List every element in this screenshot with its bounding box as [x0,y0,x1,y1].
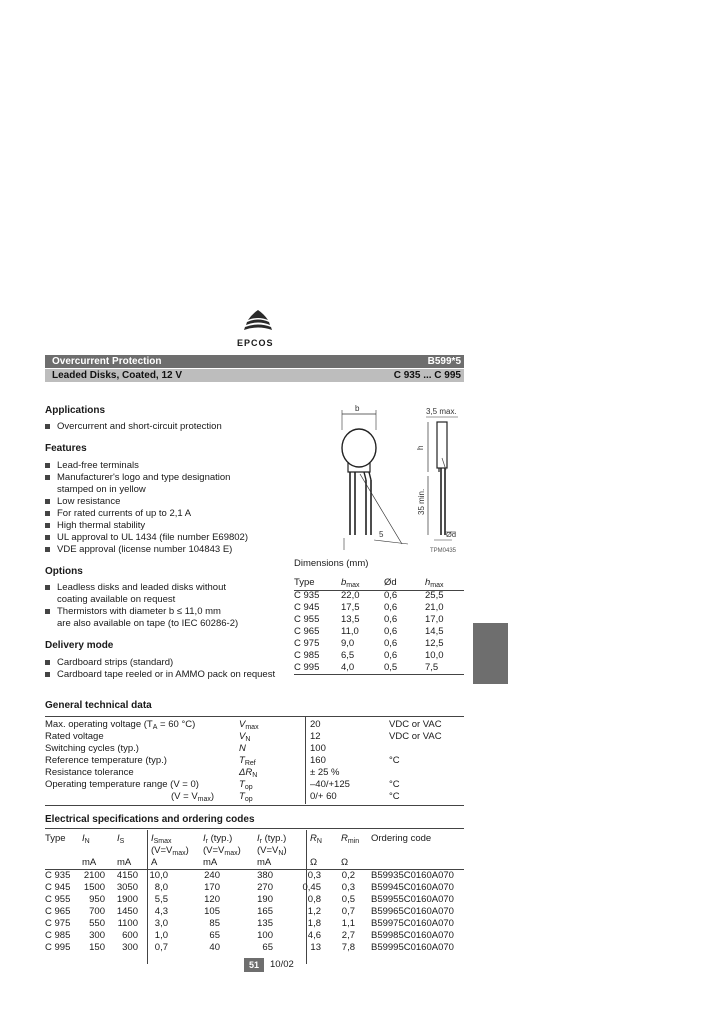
dim-cell: 6,5 [341,650,355,661]
header-range: C 935 ... C 995 [393,370,461,381]
elec-cell: 190 [257,894,273,905]
subheader-bar [45,369,464,382]
dim-cell: 0,6 [384,602,398,613]
footer-date: 10/02 [270,959,294,970]
features-item: For rated currents of up to 2,1 A [57,508,192,519]
brand-name: EPCOS [237,338,274,348]
dim-rule-bottom [294,674,464,675]
features-item: Manufacturer's logo and type designation [57,472,231,483]
general-unit: VDC or VAC [389,719,442,730]
bullet-icon [45,499,50,504]
header-bar [45,355,464,368]
elec-unit: mA [117,857,132,868]
delivery-item: Cardboard tape reeled or in AMMO pack on request [57,669,276,680]
elec-cell: C 945 [45,882,71,893]
elec-cell: 240 [204,870,220,881]
elec-cell: B59955C0160A070 [371,894,454,905]
elec-cell: 0,3 [307,870,321,881]
general-rule-bottom [45,805,464,806]
elec-cell: 3,0 [154,918,168,929]
features-item: UL approval to UL 1434 (file number E69802) [57,532,248,543]
elec-cell: 380 [257,870,273,881]
elec-cell: 0,45 [302,882,321,893]
elec-cell: B59975C0160A070 [371,918,454,929]
options-item: are also available on tape (to IEC 60286-2) [57,618,239,629]
general-label: Resistance tolerance [45,767,134,778]
general-symbol: $V_{max}$ [239,719,259,731]
general-divider [305,716,306,804]
general-value: –40/+125 [310,779,350,790]
elec-unit: mA [203,857,218,868]
dim-cell: 0,6 [384,650,398,661]
elec-cell: 4,3 [154,906,168,917]
elec-cell: 3050 [116,882,138,893]
options-heading: Options [45,566,83,577]
bullet-icon [45,535,50,540]
bullet-icon [45,424,50,429]
elec-cell: 13 [310,942,321,953]
elec-cell: 300 [89,930,105,941]
dim-cell: 17,5 [341,602,360,613]
options-item: Leadless disks and leaded disks without [57,582,226,593]
general-symbol: N [239,743,246,754]
elec-cell: 1900 [116,894,138,905]
elec-cell: 65 [209,930,220,941]
dimensions-caption: Dimensions (mm) [294,558,369,569]
general-value: ± 25 % [310,767,340,778]
elec-header-ismax: $I_{Smax}$ [151,833,172,845]
elec-cell: 0,7 [341,906,355,917]
elec-cell: 4,6 [307,930,321,941]
elec-unit: Ω [341,857,349,868]
elec-rule-top [45,828,464,829]
elec-cell: 0,7 [154,942,168,953]
general-symbol: $T_{Ref}$ [239,755,256,767]
elec-cell: 0,8 [307,894,321,905]
general-unit: °C [389,779,400,790]
elec-cell: 7,8 [341,942,355,953]
header-title: Overcurrent Protection [52,356,162,367]
dim-cell: C 985 [294,650,320,661]
general-heading: General technical data [45,700,152,711]
elec-cell: C 975 [45,918,71,929]
elec-cell: 4150 [116,870,138,881]
elec-cell: 65 [262,942,273,953]
dim-cell: 0,5 [384,662,398,673]
bullet-icon [45,585,50,590]
dim-cell: C 935 [294,590,320,601]
dim-cell: 0,6 [384,590,398,601]
dim-cell: C 955 [294,614,320,625]
bullet-icon [45,511,50,516]
elec-unit: mA [82,857,97,868]
dim-s-label: 5 [379,530,384,539]
elec-unit: Ω [310,857,318,868]
dim-cell: 0,6 [384,638,398,649]
dim-cell: 9,0 [341,638,355,649]
elec-header-is: $I_S$ [117,833,125,845]
elec-header-code: Ordering code [371,833,432,844]
elec-cell: 1500 [83,882,105,893]
elec-header-ir1: $I_r$ (typ.) [203,833,233,845]
elec-unit: A [151,857,158,868]
dim-cell: 25,5 [425,590,444,601]
dim-cell: 14,5 [425,626,444,637]
elec-cell: 100 [257,930,273,941]
bullet-icon [45,475,50,480]
elec-unit: mA [257,857,272,868]
elec-header-ismax-cond: $(V=V_{max})$ [151,845,189,857]
elec-header-ir2: $I_r$ (typ.) [257,833,287,845]
page-number: 51 [244,958,264,972]
section-tab [473,623,508,684]
elec-cell: 105 [204,906,220,917]
header-part: B599*5 [427,356,461,367]
epcos-logo-icon [238,308,278,338]
elec-cell: 2,7 [341,930,355,941]
elec-header-in: $I_N$ [82,833,90,845]
general-unit: VDC or VAC [389,731,442,742]
dim-cell: 12,5 [425,638,444,649]
features-item: Lead-free terminals [57,460,139,471]
elec-header-ir2-cond: $(V=V_N)$ [257,845,287,857]
dim-len-label: 35 min. [417,488,426,515]
elec-cell: 85 [209,918,220,929]
elec-cell: 1,0 [154,930,168,941]
elec-cell: 0,5 [341,894,355,905]
elec-cell: 1450 [116,906,138,917]
elec-cell: C 985 [45,930,71,941]
dim-header-type: Type [294,577,315,588]
dim-cell: 0,6 [384,614,398,625]
dim-cell: C 995 [294,662,320,673]
elec-cell: B59945C0160A070 [371,882,454,893]
general-label: Max. operating voltage ($T_A = 60$ °C) [45,719,196,731]
dim-header-d: Ød [384,577,397,588]
general-symbol: $V_N$ [239,731,251,743]
dim-cell: 22,0 [341,590,360,601]
general-value: 160 [310,755,326,766]
elec-cell: 700 [89,906,105,917]
features-heading: Features [45,443,87,454]
dim-d-label: Ød [446,530,457,539]
elec-cell: 0,2 [341,870,355,881]
features-item: stamped on in yellow [57,484,146,495]
dim-cell: 17,0 [425,614,444,625]
elec-cell: B59985C0160A070 [371,930,454,941]
elec-cell: 150 [89,942,105,953]
elec-header-rn: $R_N$ [310,833,322,845]
features-item: Low resistance [57,496,121,507]
bullet-icon [45,609,50,614]
elec-cell: C 965 [45,906,71,917]
dim-cell: 13,5 [341,614,360,625]
general-label: Operating temperature range (V = 0) [45,779,199,790]
bullet-icon [45,547,50,552]
bullet-icon [45,523,50,528]
dim-cell: 11,0 [341,626,359,637]
elec-cell: 135 [257,918,273,929]
general-value: 0/+ 60 [310,791,337,802]
dim-h-label: h [416,445,425,450]
general-symbol: $\Delta R_N$ [239,767,258,779]
elec-cell: 165 [257,906,273,917]
bullet-icon [45,463,50,468]
dim-cell: C 975 [294,638,320,649]
general-value: 100 [310,743,326,754]
dim-header-h: $h_{max}$ [425,577,444,589]
general-value: 12 [310,731,321,742]
options-item: Thermistors with diameter b ≤ 11,0 mm [57,606,221,617]
general-unit: °C [389,755,400,766]
dim-cell: 10,0 [425,650,444,661]
general-unit: °C [389,791,400,802]
elec-cell: 5,5 [154,894,168,905]
dim-cell: C 965 [294,626,320,637]
elec-cell: B59965C0160A070 [371,906,454,917]
elec-cell: 10,0 [149,870,168,881]
bullet-icon [45,660,50,665]
applications-heading: Applications [45,405,106,416]
general-symbol: $T_{op}$ [239,779,253,791]
dim-cell: 7,5 [425,662,439,673]
elec-cell: 170 [204,882,220,893]
elec-cell: 0,3 [341,882,355,893]
elec-cell: 1100 [117,918,138,929]
elec-cell: 40 [209,942,220,953]
elec-cell: 950 [89,894,105,905]
drawing-code: TPM0435 [430,548,457,554]
elec-cell: 550 [89,918,105,929]
elec-cell: C 955 [45,894,71,905]
elec-cell: 8,0 [154,882,168,893]
general-label: Rated voltage [45,731,104,742]
applications-item: Overcurrent and short-circuit protection [57,421,222,432]
elec-cell: B59995C0160A070 [371,942,454,953]
features-item: High thermal stability [57,520,146,531]
elec-header-type: Type [45,833,66,844]
bullet-icon [45,672,50,677]
elec-header-rmin: $R_{min}$ [341,833,360,845]
dim-cell: 4,0 [341,662,355,673]
dimension-drawing [300,400,470,558]
elec-cell: 300 [122,942,138,953]
options-item: coating available on request [57,594,176,605]
elec-cell: 1,2 [307,906,321,917]
electrical-heading: Electrical specifications and ordering codes [45,814,255,825]
general-label: $(V = V_{max})$ [171,791,215,803]
general-label: Switching cycles (typ.) [45,743,139,754]
dim-header-b: $b_{max}$ [341,577,360,589]
elec-cell: 2100 [83,870,105,881]
elec-cell: 270 [257,882,273,893]
elec-cell: 600 [122,930,138,941]
header-subtitle: Leaded Disks, Coated, 12 V [52,370,183,381]
elec-cell: 1,1 [341,918,355,929]
dim-b-label: b [355,404,360,413]
general-value: 20 [310,719,321,730]
elec-cell: B59935C0160A070 [371,870,454,881]
elec-cell: C 935 [45,870,71,881]
dim-cell: 21,0 [425,602,444,613]
general-label: Reference temperature (typ.) [45,755,167,766]
dim-thick-label: 3,5 max. [426,407,457,416]
elec-cell: 120 [204,894,220,905]
delivery-heading: Delivery mode [45,640,114,651]
general-rule-top [45,716,464,717]
elec-cell: C 995 [45,942,71,953]
elec-cell: 1,8 [307,918,321,929]
dim-cell: 0,6 [384,626,398,637]
features-item: VDE approval (license number 104843 E) [57,544,233,555]
elec-header-ir1-cond: $(V=V_{max})$ [203,845,241,857]
dim-cell: C 945 [294,602,320,613]
delivery-item: Cardboard strips (standard) [57,657,174,668]
general-symbol: $T_{op}$ [239,791,253,803]
